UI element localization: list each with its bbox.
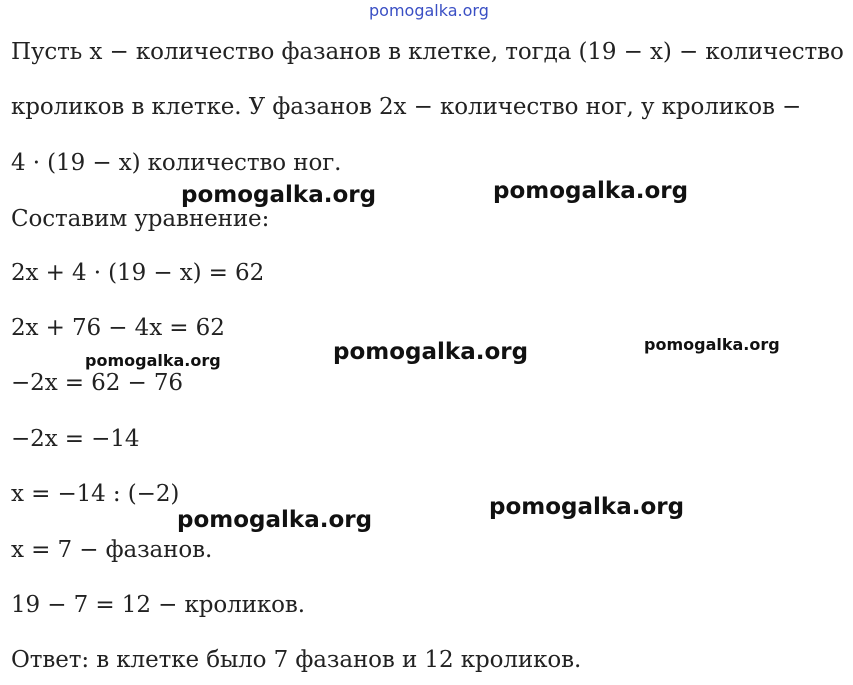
equation-step-1: 2x + 4 · (19 − x) = 62 xyxy=(11,260,265,286)
equation-step-5: x = −14 : (−2) xyxy=(11,481,180,507)
watermark-text: pomogalka.org xyxy=(489,494,685,520)
watermark-top: pomogalka.org xyxy=(369,1,489,20)
intro-line-3: 4 · (19 − x) количество ног. xyxy=(11,150,342,176)
equation-step-2: 2x + 76 − 4x = 62 xyxy=(11,315,225,341)
watermark-text: pomogalka.org xyxy=(493,178,689,204)
watermark-text: pomogalka.org xyxy=(333,339,529,365)
equation-heading: Составим уравнение: xyxy=(11,206,270,232)
intro-line-1: Пусть x − количество фазанов в клетке, тогда (19 − x) − количество xyxy=(11,39,844,65)
watermark-text: pomogalka.org xyxy=(177,507,373,533)
answer-line: Ответ: в клетке было 7 фазанов и 12 кроликов. xyxy=(11,647,582,673)
watermark-text: pomogalka.org xyxy=(644,335,780,354)
equation-step-7: 19 − 7 = 12 − кроликов. xyxy=(11,592,305,618)
watermark-text: pomogalka.org xyxy=(85,351,221,370)
equation-step-3: −2x = 62 − 76 xyxy=(11,370,183,396)
equation-step-4: −2x = −14 xyxy=(11,426,140,452)
watermark-text: pomogalka.org xyxy=(181,182,377,208)
intro-line-2: кроликов в клетке. У фазанов 2x − количество ног, у кроликов − xyxy=(11,94,802,120)
equation-step-6: x = 7 − фазанов. xyxy=(11,537,213,563)
